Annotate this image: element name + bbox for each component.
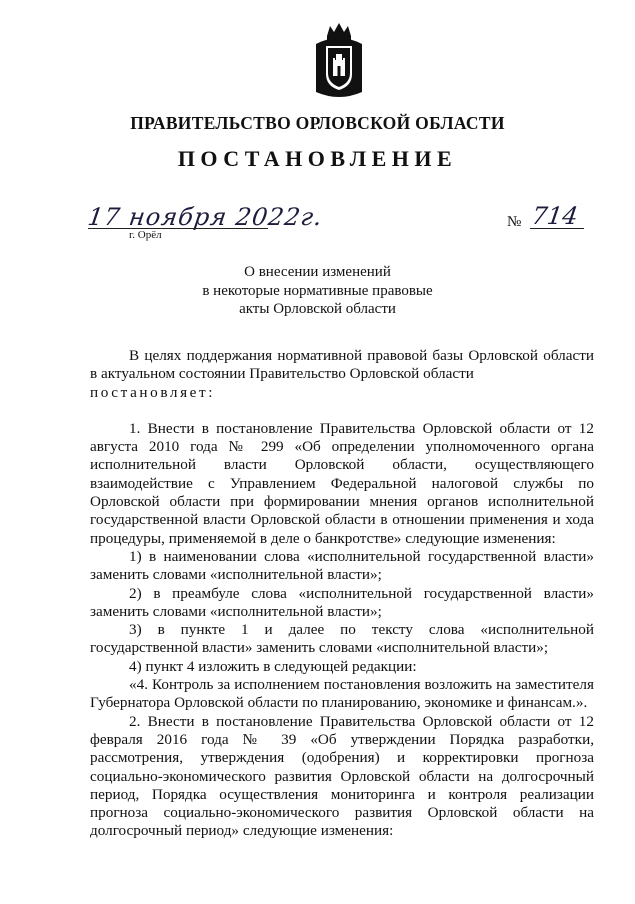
date-underline [88, 228, 268, 229]
number-sign: № [507, 214, 522, 230]
list-item: 2) в преамбуле слова «исполнительной государственной власти» заменить словами «исполнительной власти»; [90, 584, 594, 620]
quoted-clause: «4. Контроль за исполнением постановления возложить на заместителя Губернатора Орловской области по планированию, экономике и финансам.». [90, 676, 594, 712]
government-name: ПРАВИТЕЛЬСТВО ОРЛОВСКОЙ ОБЛАСТИ [130, 113, 505, 133]
document-body [90, 347, 594, 841]
document-subject [0, 263, 635, 319]
decree-word: постановляет: [90, 383, 216, 401]
paragraph-2: 2. Внести в постановление Правительства Орловской области от 12 февраля 2016 года № 39 «Об утверждении Порядка разработки, рассмотрения, утверждения (одобрения) и корректировки прогноза социально-экономического развития Орловской области на долгосрочный период, Порядка осуществления мониторинга и контроля реализации прогноза социально-экономического развития Орловской области на долгосрочный период» следующие изменения: [90, 712, 594, 840]
subject-line: в некоторые нормативные правовые [202, 282, 433, 299]
city-label: г. Орёл [129, 229, 162, 241]
document-type: ПОСТАНОВЛЕНИЕ [177, 146, 458, 171]
paragraph-1: 1. Внести в постановление Правительства Орловской области от 12 августа 2010 года № 299 «Об определении уполномоченного органа исполнительной власти Орловской области, осуществляющего взаимодействие с Управлением Федеральной налоговой службы по Орловской области при формировании мнения органов исполнительной государственной власти Орловской области в отношении применения и хода процедуры, применяемой в деле о банкротстве» следующие изменения: [90, 419, 594, 547]
preamble: В целях поддержания нормативной правовой базы Орловской области в актуальном состоянии Правительство Орловской области [90, 347, 594, 383]
list-item: 3) в пункте 1 и далее по тексту слова «исполнительной государственной власти» заменить словами «исполнительной власти»; [90, 621, 594, 657]
handwritten-date: 17 ноября 2022г. [86, 203, 325, 231]
handwritten-number: 714 [530, 202, 580, 230]
number-underline [530, 228, 584, 229]
subject-line: акты Орловской области [239, 301, 396, 317]
subject-line: О внесении изменений [244, 264, 391, 280]
list-item: 1) в наименовании слова «исполнительной государственной власти» заменить словами «исполнительной власти»; [90, 547, 594, 584]
list-item: 4) пункт 4 изложить в следующей редакции: [129, 657, 417, 675]
coat-of-arms-icon [312, 22, 366, 100]
